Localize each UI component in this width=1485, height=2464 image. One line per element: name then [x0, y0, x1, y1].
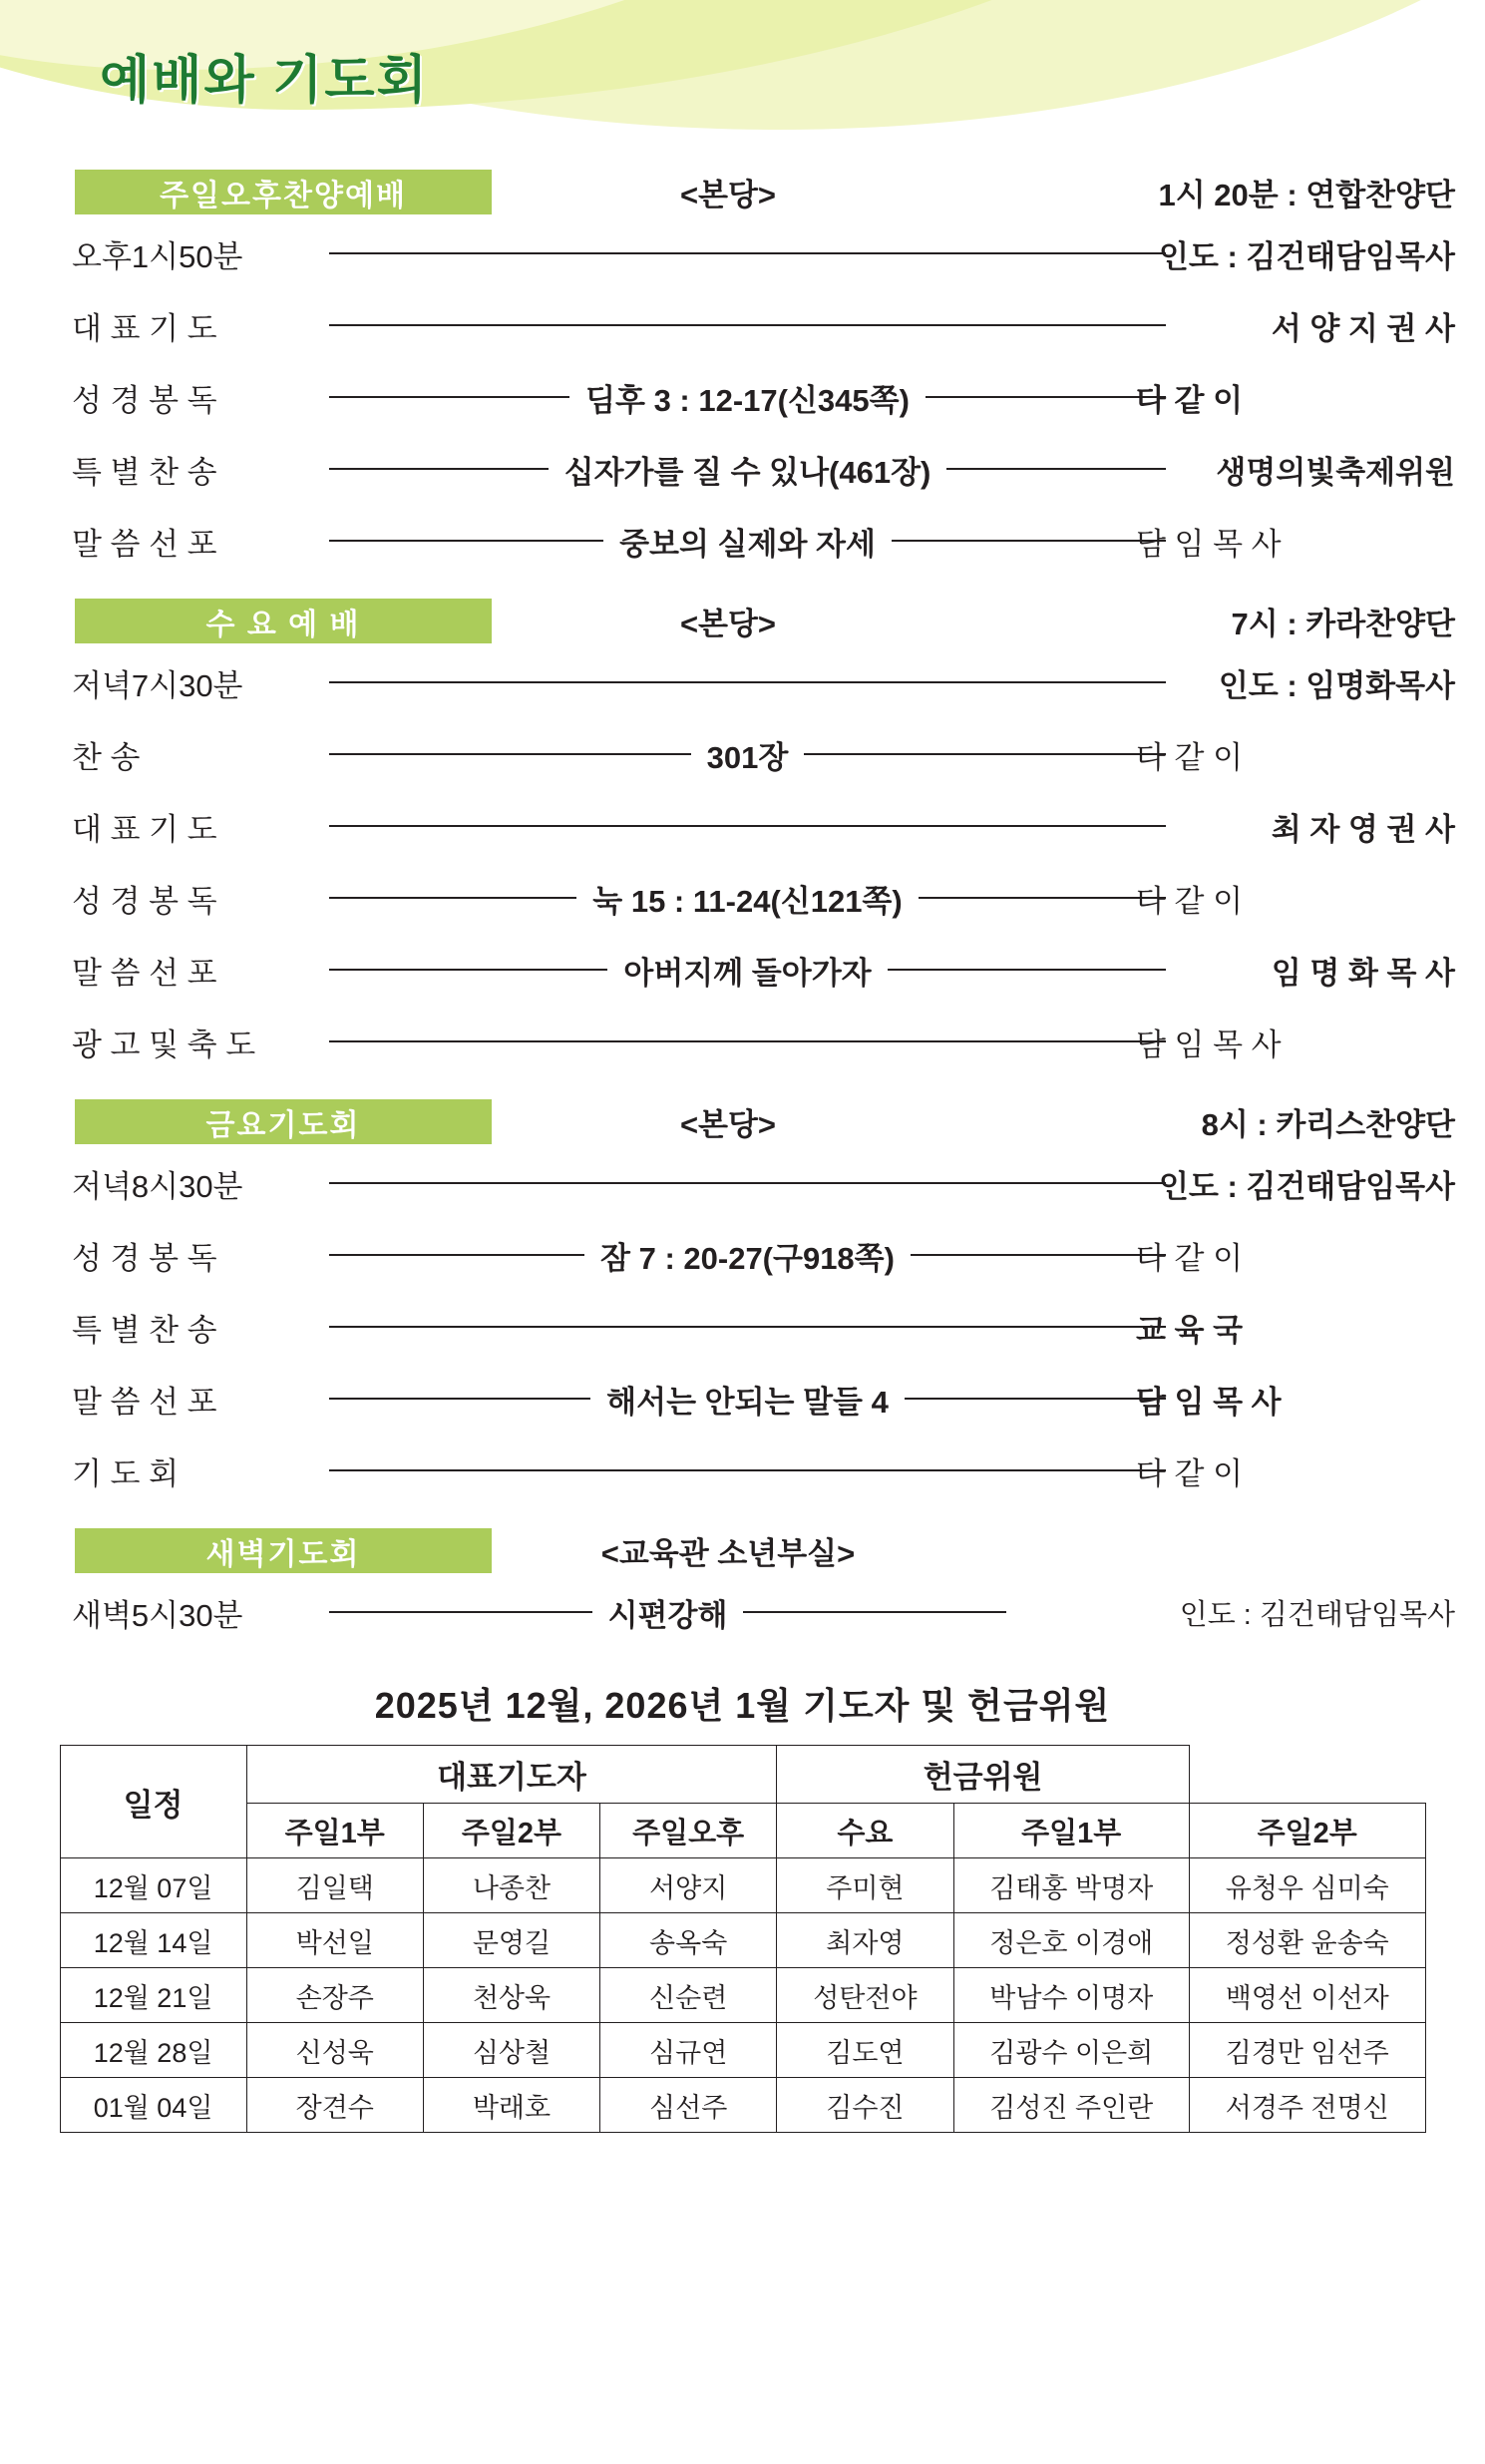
page-banner	[0, 0, 1485, 170]
section-tag: 새벽기도회	[75, 1528, 492, 1573]
order-label: 저녁8시30분	[72, 1168, 243, 1204]
order-assignee: 서 양 지 권 사	[1271, 310, 1455, 346]
rule-left	[329, 1611, 592, 1613]
order-row	[0, 718, 1485, 790]
section-worship	[0, 170, 1485, 599]
cell-name: 김경만 임선주	[1189, 2023, 1425, 2078]
cell-date: 12월 14일	[60, 1913, 246, 1968]
order-detail-text: 눅 15 : 11-24(신121쪽)	[592, 883, 903, 919]
rule-left	[329, 753, 691, 755]
subheader-prayer-1: 주일1부	[246, 1804, 423, 1858]
order-assignee: 인도 : 김건태담임목사	[1179, 1598, 1455, 1631]
order-assignee: 다 같 이	[1136, 739, 1244, 775]
section-place: <본당>	[679, 1107, 777, 1142]
order-assignee: 담 임 목 사	[1136, 1384, 1282, 1420]
cell-name: 주미현	[777, 1858, 953, 1913]
order-label: 오후1시50분	[72, 238, 243, 274]
order-detail	[329, 217, 1166, 289]
order-assignee: 담 임 목 사	[1136, 526, 1282, 562]
duty-table-body	[60, 1858, 1425, 2133]
rule-right	[888, 969, 1166, 971]
order-detail	[329, 718, 1166, 790]
order-label: 새벽5시30분	[72, 1597, 243, 1633]
cell-name: 천상욱	[423, 1968, 599, 2023]
order-detail	[329, 790, 1166, 862]
order-row	[0, 217, 1485, 289]
order-detail	[329, 433, 1166, 505]
cell-name: 심선주	[600, 2078, 777, 2133]
cell-name: 김광수 이은희	[953, 2023, 1189, 2078]
order-label: 대 표 기 도	[72, 811, 217, 847]
order-row	[0, 361, 1485, 433]
section-header	[0, 599, 1485, 646]
order-detail	[329, 646, 1166, 718]
order-row	[0, 790, 1485, 862]
rule-left	[329, 540, 603, 542]
subheader-offering-2: 주일2부	[1189, 1804, 1425, 1858]
section-choir: 8시 : 카리스찬양단	[1201, 1107, 1455, 1142]
rule-left	[329, 1326, 1166, 1328]
cell-name: 정은호 이경애	[953, 1913, 1189, 1968]
header-schedule: 일정	[60, 1746, 246, 1858]
order-detail	[329, 1291, 1166, 1363]
order-assignee: 다 같 이	[1136, 382, 1244, 418]
order-assignee: 인도 : 김건태담임목사	[1158, 1168, 1455, 1204]
header-prayer-group: 대표기도자	[246, 1746, 777, 1804]
order-label: 성 경 봉 독	[72, 883, 217, 919]
section-place: <본당>	[679, 607, 777, 641]
order-detail	[329, 1435, 1166, 1506]
cell-date: 12월 21일	[60, 1968, 246, 2023]
subheader-prayer-afternoon: 주일오후	[600, 1804, 777, 1858]
order-assignee: 다 같 이	[1136, 1455, 1244, 1491]
order-detail-text: 딤후 3 : 12-17(신345쪽)	[585, 382, 910, 418]
order-label: 광 고 및 축 도	[72, 1027, 256, 1062]
cell-name: 서경주 전명신	[1189, 2078, 1425, 2133]
section-header	[0, 1528, 1485, 1576]
order-label: 성 경 봉 독	[72, 1240, 217, 1276]
cell-name: 서양지	[600, 1858, 777, 1913]
rule-left	[329, 1040, 1166, 1042]
order-detail	[329, 289, 1166, 361]
section-header	[0, 1099, 1485, 1147]
order-row	[0, 1219, 1485, 1291]
section-tag: 금요기도회	[75, 1099, 492, 1144]
order-row	[0, 1576, 1485, 1648]
cell-name: 김도연	[777, 2023, 953, 2078]
order-detail-text: 해서는 안되는 말들 4	[606, 1384, 889, 1420]
cell-name: 유청우 심미숙	[1189, 1858, 1425, 1913]
order-detail	[329, 1219, 1166, 1291]
cell-name: 나종찬	[423, 1858, 599, 1913]
rule-left	[329, 681, 1166, 683]
cell-name: 송옥숙	[600, 1913, 777, 1968]
worship-sections	[0, 170, 1485, 1528]
order-label: 특 별 찬 송	[72, 1312, 217, 1348]
order-assignee: 교 육 국	[1136, 1312, 1244, 1348]
rule-left	[329, 897, 576, 899]
header-offering-group: 헌금위원	[777, 1746, 1190, 1804]
order-label: 말 씀 선 포	[72, 526, 217, 562]
order-label: 기 도 회	[72, 1455, 180, 1491]
cell-name: 김태홍 박명자	[953, 1858, 1189, 1913]
rule-left	[329, 324, 1166, 326]
order-assignee: 다 같 이	[1136, 883, 1244, 919]
rule-left	[329, 252, 1166, 254]
cell-name: 김성진 주인란	[953, 2078, 1189, 2133]
order-detail	[329, 1006, 1166, 1077]
order-label: 성 경 봉 독	[72, 382, 217, 418]
order-detail-text: 십자가를 질 수 있나(461장)	[563, 454, 931, 490]
table-header-sub-row	[60, 1804, 1425, 1858]
cell-name: 손장주	[246, 1968, 423, 2023]
order-detail-text: 아버지께 돌아가자	[623, 955, 872, 991]
cell-name: 성탄전야	[777, 1968, 953, 2023]
section-worship	[0, 1099, 1485, 1528]
cell-name: 백영선 이선자	[1189, 1968, 1425, 2023]
cell-name: 박선일	[246, 1913, 423, 1968]
duty-table-title: 2025년 12월, 2026년 1월 기도자 및 헌금위원	[374, 1685, 1111, 1726]
section-dawn-prayer	[0, 1528, 1485, 1648]
subheader-offering-1: 주일1부	[953, 1804, 1189, 1858]
cell-name: 박남수 이명자	[953, 1968, 1189, 2023]
cell-name: 정성환 윤송숙	[1189, 1913, 1425, 1968]
cell-name: 장견수	[246, 2078, 423, 2133]
rule-left	[329, 1469, 1166, 1471]
order-label: 말 씀 선 포	[72, 955, 217, 991]
cell-name: 최자영	[777, 1913, 953, 1968]
order-detail-text: 301장	[706, 739, 789, 775]
cell-date: 12월 07일	[60, 1858, 246, 1913]
section-tag: 수 요 예 배	[75, 599, 492, 643]
cell-date: 12월 28일	[60, 2023, 246, 2078]
order-label: 특 별 찬 송	[72, 454, 217, 490]
rule-left	[329, 825, 1166, 827]
order-row	[0, 862, 1485, 934]
order-label: 말 씀 선 포	[72, 1384, 217, 1420]
rule-right	[946, 468, 1166, 470]
order-row	[0, 505, 1485, 577]
cell-name: 김일택	[246, 1858, 423, 1913]
rule-left	[329, 1398, 590, 1400]
table-row	[60, 2023, 1425, 2078]
cell-name: 신순련	[600, 1968, 777, 2023]
rule-left	[329, 969, 607, 971]
rule-left	[329, 1254, 584, 1256]
order-label: 저녁7시30분	[72, 667, 243, 703]
order-detail	[329, 862, 1166, 934]
section-spacer	[0, 1077, 1485, 1099]
section-spacer	[0, 577, 1485, 599]
section-header	[0, 170, 1485, 217]
cell-name: 김수진	[777, 2078, 953, 2133]
order-label: 찬 송	[72, 739, 141, 775]
order-detail	[329, 1576, 1006, 1648]
order-assignee: 최 자 영 권 사	[1271, 811, 1455, 847]
section-choir: 7시 : 카라찬양단	[1231, 607, 1455, 641]
table-row	[60, 1913, 1425, 1968]
cell-date: 01월 04일	[60, 2078, 246, 2133]
duty-table	[60, 1745, 1426, 2133]
order-assignee: 담 임 목 사	[1136, 1027, 1282, 1062]
order-assignee: 다 같 이	[1136, 1240, 1244, 1276]
table-row	[60, 1858, 1425, 1913]
order-assignee: 임 명 화 목 사	[1271, 955, 1455, 991]
subheader-prayer-2: 주일2부	[423, 1804, 599, 1858]
order-assignee: 인도 : 김건태담임목사	[1158, 238, 1455, 274]
order-row	[0, 934, 1485, 1006]
order-detail	[329, 934, 1166, 1006]
order-detail-text: 잠 7 : 20-27(구918쪽)	[600, 1240, 895, 1276]
table-header-group-row	[60, 1746, 1425, 1804]
cell-name: 문영길	[423, 1913, 599, 1968]
order-assignee: 인도 : 임명화목사	[1218, 667, 1455, 703]
cell-name: 박래호	[423, 2078, 599, 2133]
order-detail	[329, 1147, 1166, 1219]
order-detail	[329, 361, 1166, 433]
section-worship	[0, 599, 1485, 1099]
section-place: <본당>	[679, 178, 777, 212]
rule-left	[329, 396, 569, 398]
order-row	[0, 1147, 1485, 1219]
order-row	[0, 1006, 1485, 1077]
rule-left	[329, 1182, 1166, 1184]
section-tag: 주일오후찬양예배	[75, 170, 492, 214]
cell-name: 심규연	[600, 2023, 777, 2078]
order-detail	[329, 505, 1166, 577]
order-row	[0, 1291, 1485, 1363]
order-assignee: 생명의빛축제위원	[1216, 454, 1455, 490]
subheader-prayer-wed: 수요	[777, 1804, 953, 1858]
table-row	[60, 1968, 1425, 2023]
order-row	[0, 1363, 1485, 1435]
section-place: <교육관 소년부실>	[600, 1536, 856, 1571]
order-label: 대 표 기 도	[72, 310, 217, 346]
section-spacer	[0, 1506, 1485, 1528]
rule-left	[329, 468, 549, 470]
order-detail-text: 중보의 실제와 자세	[619, 526, 876, 562]
page-title: 예배와 기도회	[100, 52, 429, 110]
order-row	[0, 1435, 1485, 1506]
rule-right	[743, 1611, 1006, 1613]
order-detail-text: 시편강해	[607, 1597, 728, 1633]
order-row	[0, 289, 1485, 361]
section-choir: 1시 20분 : 연합찬양단	[1158, 178, 1455, 212]
cell-name: 신성욱	[246, 2023, 423, 2078]
table-row	[60, 2078, 1425, 2133]
order-detail	[329, 1363, 1166, 1435]
order-row	[0, 646, 1485, 718]
cell-name: 심상철	[423, 2023, 599, 2078]
order-row	[0, 433, 1485, 505]
